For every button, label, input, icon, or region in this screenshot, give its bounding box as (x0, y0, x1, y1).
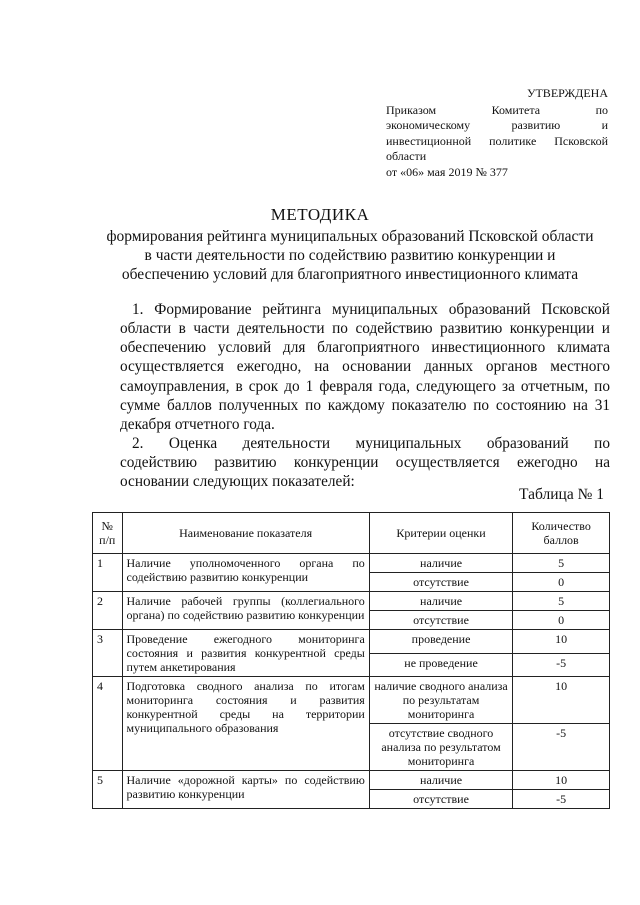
score-value: 5 (513, 592, 610, 611)
row-number: 2 (93, 592, 123, 630)
row-number: 3 (93, 630, 123, 677)
indicators-table (92, 512, 610, 809)
table-row (93, 554, 610, 573)
score-value: -5 (513, 653, 610, 677)
paragraph-2-line: основании следующих показателей: (120, 473, 355, 490)
paragraph-1-line: обеспечению условий для благоприятного инвестиционного климата (120, 339, 610, 356)
criteria-text: отсутствие (369, 790, 512, 809)
approval-line: Приказом Комитета по (386, 102, 608, 117)
approval-head: УТВЕРЖДЕНА (526, 86, 608, 100)
indicator-name: Подготовка сводного анализа по итогам мониторинга состояния и развития конкурентной среды на территории муниципального образования (122, 677, 369, 771)
score-value: 10 (513, 771, 610, 790)
criteria-text: не проведение (369, 653, 512, 677)
subtitle-line: обеспечению условий для благоприятного инвестиционного климата (121, 266, 579, 283)
criteria-text: наличие сводного анализа по результатам мониторинга (369, 677, 512, 724)
paragraph-2-line: содействию развитию конкуренции осуществляется ежегодно на (120, 454, 610, 471)
paragraph-1-line: сумме баллов полученных по каждому показателю по состоянию на 31 (120, 397, 610, 414)
paragraph-1-line: 1. Формирование рейтинга муниципальных образований Псковской (132, 301, 610, 318)
approval-line: области (386, 149, 427, 163)
indicator-name: Наличие уполномоченного органа по содействию развитию конкуренции (122, 554, 369, 592)
criteria-text: наличие (369, 592, 512, 611)
row-number: 1 (93, 554, 123, 592)
row-number: 4 (93, 677, 123, 771)
document-subtitle (90, 227, 610, 284)
criteria-text: наличие (369, 554, 512, 573)
table-caption: Таблица № 1 (519, 486, 604, 503)
criteria-text: проведение (369, 630, 512, 654)
header-criteria: Критерии оценки (369, 513, 512, 554)
indicator-name: Наличие рабочей группы (коллегиального органа) по содействию развитию конкуренции (122, 592, 369, 630)
header-score: Количество баллов (513, 513, 610, 554)
approval-line: инвестиционной политике Псковской (386, 133, 608, 148)
subtitle-line: формирования рейтинга муниципальных образований Псковской области (106, 228, 594, 245)
table-header-row (93, 513, 610, 554)
paragraph-1-line: области в части деятельности по содействию развитию конкуренции и (120, 320, 610, 337)
score-value: -5 (513, 790, 610, 809)
indicator-name: Наличие «дорожной карты» по содействию развитию конкуренции (122, 771, 369, 809)
approval-block (386, 86, 608, 180)
paragraph-2-line: 2. Оценка деятельности муниципальных образований по (132, 435, 610, 452)
paragraph-1-line: самоуправления, в срок до 1 февраля года, следующего за отчетным, по (120, 378, 610, 395)
criteria-text: наличие (369, 771, 512, 790)
paragraph-1-line: осуществляется ежегодно, на основании данных органов местного (120, 358, 610, 375)
score-value: -5 (513, 724, 610, 771)
criteria-text: отсутствие (369, 573, 512, 592)
table-row (93, 771, 610, 790)
score-value: 10 (513, 677, 610, 724)
score-value: 0 (513, 611, 610, 630)
table-row (93, 630, 610, 654)
criteria-text: отсутствие (369, 611, 512, 630)
header-indicator: Наименование показателя (122, 513, 369, 554)
score-value: 0 (513, 573, 610, 592)
header-number: № п/п (93, 513, 123, 554)
criteria-text: отсутствие сводного анализа по результатом мониторинга (369, 724, 512, 771)
subtitle-line: в части деятельности по содействию развитию конкуренции и (144, 247, 556, 264)
indicator-name: Проведение ежегодного мониторинга состояния и развития конкурентной среды путем анкетирования (122, 630, 369, 677)
table-row (93, 677, 610, 724)
table-body (93, 554, 610, 809)
table-row (93, 592, 610, 611)
score-value: 10 (513, 630, 610, 654)
approval-line: экономическому развитию и (386, 118, 608, 132)
row-number: 5 (93, 771, 123, 809)
document-title: МЕТОДИКА (270, 205, 370, 224)
approval-date: от «06» мая 2019 № 377 (386, 164, 508, 179)
score-value: 5 (513, 554, 610, 573)
paragraph-1-line: декабря отчетного года. (120, 416, 275, 433)
